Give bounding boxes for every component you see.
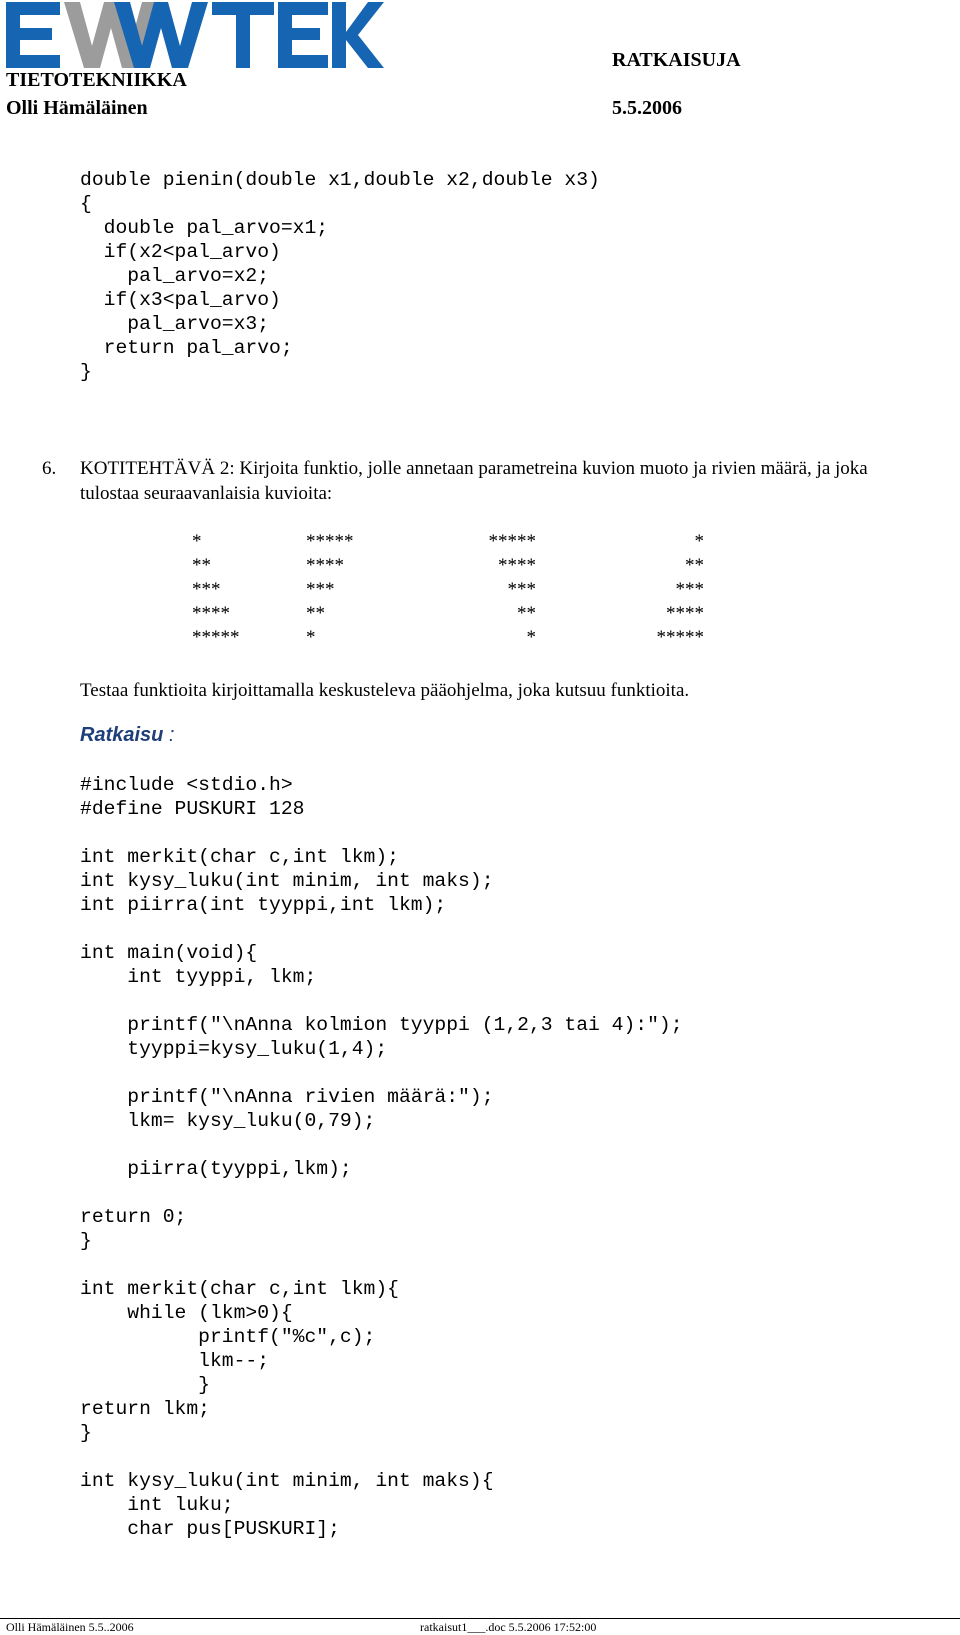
footer-divider (0, 1618, 960, 1619)
task-text-line-2: tulostaa seuraavanlaisia kuvioita: (80, 483, 333, 504)
footer-filename: ratkaisut1___.doc 5.5.2006 17:52:00 (420, 1620, 597, 1634)
header-date: 5.5.2006 (612, 97, 682, 119)
solution-heading (80, 724, 175, 747)
triangle-patterns (180, 530, 740, 655)
pattern-2: ***** **** *** ** * (306, 531, 354, 648)
task-instruction: Testaa funktioita kirjoittamalla keskusteleva pääohjelma, joka kutsuu funktioita. (80, 680, 690, 701)
document-title: RATKAISUJA (612, 49, 741, 71)
task-number: 6. (42, 458, 57, 479)
task-text-line-1: KOTITEHTÄVÄ 2: Kirjoita funktio, jolle annetaan parametreina kuvion muoto ja rivien määrä, ja joka (80, 458, 868, 479)
org-name: TIETOTEKNIIKKA (6, 69, 187, 91)
pattern-4: * ** *** **** ***** (656, 531, 704, 648)
pattern-3: ***** **** *** ** * (488, 531, 536, 648)
code-block-pienin: double pienin(double x1,double x2,double x3) { double pal_arvo=x1; if(x2<pal_arvo) pal_arvo=x2; if(x3<pal_arvo) pal_arvo=x3; return pal_arvo; } (80, 169, 600, 383)
ewtek-logo (6, 2, 384, 68)
author-name: Olli Hämäläinen (6, 97, 148, 119)
footer-author-date: Olli Hämäläinen 5.5..2006 (6, 1620, 134, 1634)
solution-label: Ratkaisu (80, 724, 164, 746)
pattern-1: * ** *** **** ***** (192, 531, 240, 648)
solution-colon: : (163, 724, 175, 746)
code-block-main: #include <stdio.h> #define PUSKURI 128 int merkit(char c,int lkm); int kysy_luku(int minim, int maks); int piirra(int tyyppi,int lkm); int main(void){ int tyyppi, lkm; printf("\nAnna kolmion tyyppi (1,2,3 tai 4):"); tyyppi=kysy_luku(1,4); printf("\nAnna rivien määrä:"); lkm= kysy_luku(0,79); piirra(tyyppi,lkm); return 0; } int merkit(char c,int lkm){ while (lkm>0){ printf("%c",c); lkm--; } return lkm; } int kysy_luku(int minim, int maks){ int luku; char pus[PUSKURI]; (80, 774, 683, 1540)
